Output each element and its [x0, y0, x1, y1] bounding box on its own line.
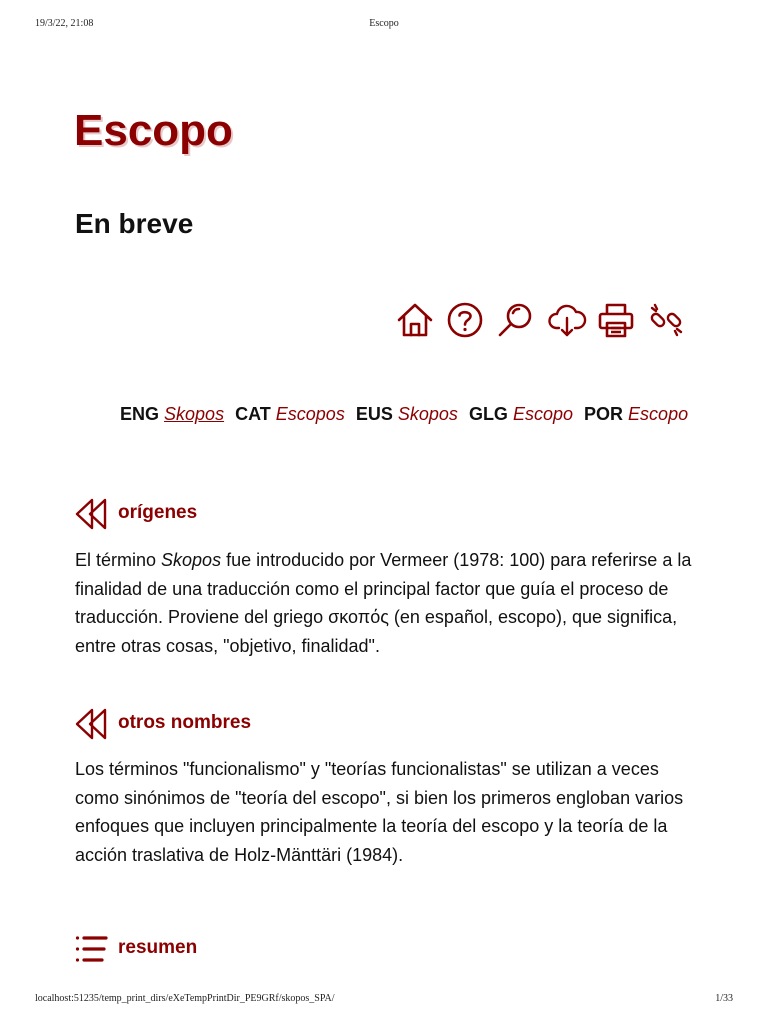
print-button[interactable]	[596, 300, 636, 340]
download-icon	[547, 300, 587, 340]
section-heading-label: resumen	[118, 937, 198, 958]
section-heading-label: otros nombres	[118, 712, 252, 733]
print-url: localhost:51235/temp_print_dirs/eXeTempPrintDir_PE9GRf/skopos_SPA/	[35, 993, 335, 1004]
origins-text-rest: fue introducido por Vermeer (1978: 100) para referirse a la finalidad de una traducción como el principal factor que guía el proceso de traducción. Proviene del griego σκοπός (en español, escopo), que significa, entre otras cosas, "objetivo, finalidad".	[75, 550, 692, 656]
download-button[interactable]	[547, 300, 587, 340]
help-icon	[445, 300, 485, 340]
origins-paragraph	[75, 546, 700, 660]
lang-code: ENG	[120, 404, 160, 424]
link-icon	[646, 300, 686, 340]
rewind-icon	[74, 707, 108, 741]
print-footer	[0, 993, 768, 1007]
home-icon	[395, 300, 435, 340]
lang-term: Escopos	[275, 404, 345, 424]
section-heading-label: orígenes	[118, 502, 198, 523]
origins-term: Skopos	[161, 550, 222, 570]
language-strip	[120, 404, 694, 432]
lang-term: Escopo	[628, 404, 689, 424]
lang-code: POR	[584, 404, 624, 424]
search-icon	[495, 300, 535, 340]
other-names-paragraph: Los términos "funcionalismo" y "teorías funcionalistas" se utilizan a veces como sinónimos de "teoría del escopo", si bien los primeros engloban varios enfoques que incluyen principalmente la teoría del escopo y la teoría de la acción traslativa de Holz-Mänttäri (1984).	[75, 759, 684, 865]
print-title: Escopo	[369, 18, 399, 29]
lang-code: EUS	[355, 404, 393, 424]
lang-term: Skopos	[397, 404, 458, 424]
print-header	[0, 18, 768, 32]
lang-term: Escopo	[512, 404, 573, 424]
help-button[interactable]	[445, 300, 485, 340]
print-page-number: 1/33	[715, 993, 733, 1004]
origins-text-start: El término	[75, 550, 162, 570]
share-link-button[interactable]	[646, 300, 686, 340]
list-icon	[74, 932, 108, 966]
rewind-icon	[74, 497, 108, 531]
lang-term-link[interactable]: Skopos	[164, 404, 225, 424]
page-subtitle: En breve	[75, 208, 194, 239]
lang-code: CAT	[235, 404, 271, 424]
page-title: Escopo	[74, 106, 233, 155]
print-datetime: 19/3/22, 21:08	[35, 18, 94, 29]
search-button[interactable]	[495, 300, 535, 340]
lang-code: GLG	[468, 404, 508, 424]
print-icon	[596, 300, 636, 340]
home-button[interactable]	[395, 300, 435, 340]
